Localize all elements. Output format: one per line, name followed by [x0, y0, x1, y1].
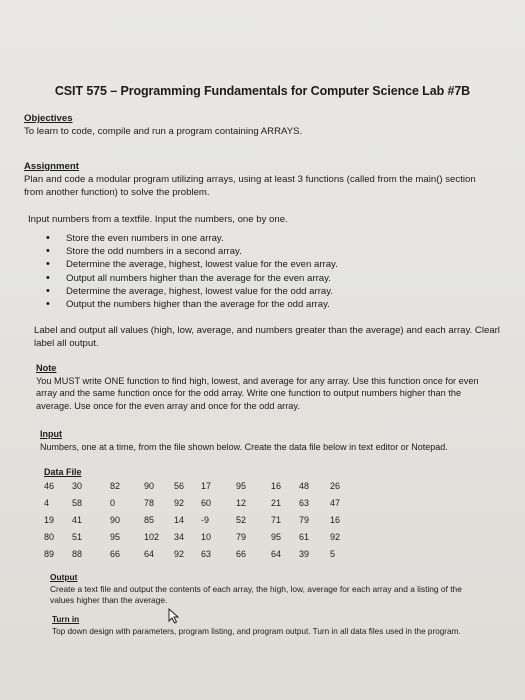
data-cell: 51	[72, 532, 83, 542]
data-cell: 39	[299, 549, 310, 559]
data-cell: -9	[201, 515, 210, 525]
data-cell: 92	[174, 498, 185, 508]
input-instruction: Input numbers from a textfile. Input the numbers, one by one.	[28, 214, 288, 225]
data-cell: 92	[330, 532, 341, 542]
data-cell: 64	[271, 549, 282, 559]
note-line-1: You MUST write ONE function to find high, lowest, and average for any array. Use this function once for even	[36, 375, 479, 386]
document-title: CSIT 575 – Programming Fundamentals for Computer Science Lab #7B	[54, 84, 471, 98]
data-cell: 89	[44, 549, 55, 559]
data-cell: 64	[144, 549, 155, 559]
objectives-text: To learn to code, compile and run a program containing ARRAYS.	[24, 126, 303, 137]
data-cell: 34	[174, 532, 185, 542]
data-cell: 95	[110, 532, 121, 542]
data-cell: 85	[144, 515, 155, 525]
data-cell: 90	[110, 515, 121, 525]
data-row	[44, 495, 358, 512]
data-cell: 26	[330, 481, 341, 491]
input-section	[40, 428, 517, 453]
data-cell: 4	[44, 498, 50, 508]
data-cell: 63	[299, 498, 310, 508]
data-cell: 58	[72, 498, 83, 508]
data-file-heading: Data File	[44, 467, 82, 477]
data-cell: 95	[271, 532, 282, 542]
turn-in-text: Top down design with parameters, program listing, and program output. Turn in all data files used in the program.	[52, 626, 461, 636]
data-cell: 88	[72, 549, 83, 559]
mouse-cursor-icon	[168, 608, 180, 624]
assignment-heading: Assignment	[24, 161, 79, 172]
turn-in-section	[52, 614, 517, 637]
data-cell: 63	[201, 549, 212, 559]
data-cell: 21	[271, 498, 282, 508]
data-cell: 30	[72, 481, 83, 491]
objectives-heading: Objectives	[24, 113, 73, 124]
note-section	[36, 362, 517, 412]
note-line-2: array and the same function once for the odd array. Write one function to output numbers higher than the	[36, 388, 462, 398]
data-row	[44, 478, 358, 495]
bullet-item: • Determine the average, highest, lowest value for the even array.	[24, 258, 517, 271]
data-file-section	[44, 466, 517, 563]
data-cell: 16	[330, 515, 341, 525]
data-cell: 47	[330, 498, 341, 508]
data-cell: 90	[144, 481, 155, 491]
data-cell: 82	[110, 481, 121, 491]
data-cell: 95	[236, 481, 247, 491]
note-line-3: average. Use once for the even array and once for the odd array.	[36, 400, 300, 411]
data-cell: 5	[330, 549, 336, 559]
data-cell: 66	[236, 549, 247, 559]
data-row	[44, 546, 358, 563]
bullet-item: • Determine the average, highest, lowest value for the odd array.	[24, 285, 517, 298]
data-cell: 19	[44, 515, 55, 525]
data-cell: 16	[271, 481, 282, 491]
label-output-paragraph	[34, 324, 517, 350]
data-cell: 10	[201, 532, 212, 542]
data-cell: 60	[201, 498, 212, 508]
note-heading: Note	[36, 363, 57, 373]
data-cell: 48	[299, 481, 310, 491]
assignment-line-2: from another function) to solve the problem.	[24, 187, 210, 198]
data-cell: 79	[236, 532, 247, 542]
bullet-item: • Store the even numbers in one array.	[24, 232, 517, 245]
data-cell: 17	[201, 481, 212, 491]
data-file-table	[44, 478, 358, 563]
data-row	[44, 512, 358, 529]
data-cell: 102	[144, 532, 160, 542]
data-cell: 0	[110, 498, 116, 508]
assignment-line-1: Plan and code a modular program utilizing arrays, using at least 3 functions (called from the main() section	[24, 174, 476, 185]
objectives-section	[24, 112, 517, 138]
data-cell: 66	[110, 549, 121, 559]
output-heading: Output	[50, 572, 78, 582]
data-cell: 92	[174, 549, 185, 559]
data-cell: 41	[72, 515, 83, 525]
input-heading: Input	[40, 429, 62, 439]
bullet-item: • Output all numbers higher than the average for the even array.	[24, 272, 517, 285]
bullet-item: • Store the odd numbers in a second array.	[24, 245, 517, 258]
label-output-line-1: Label and output all values (high, low, average, and numbers greater than the average) and each array. Clearl	[34, 325, 500, 336]
input-text: Numbers, one at a time, from the file shown below. Create the data file below in text editor or Notepad.	[40, 441, 448, 452]
label-output-line-2: label all output.	[34, 338, 99, 349]
data-row	[44, 529, 358, 546]
data-cell: 46	[44, 481, 55, 491]
requirements-list	[24, 232, 517, 311]
data-cell: 71	[271, 515, 282, 525]
output-line-2: values higher than the average.	[50, 595, 168, 605]
data-cell: 80	[44, 532, 55, 542]
data-cell: 14	[174, 515, 185, 525]
data-cell: 78	[144, 498, 155, 508]
bullet-item: • Output the numbers higher than the average for the odd array.	[24, 298, 517, 311]
data-cell: 79	[299, 515, 310, 525]
data-cell: 52	[236, 515, 247, 525]
output-line-1: Create a text file and output the contents of each array, the high, low, average for each array and a listing of the	[50, 583, 462, 594]
data-cell: 61	[299, 532, 310, 542]
data-cell: 56	[174, 481, 185, 491]
data-cell: 12	[236, 498, 247, 508]
turn-in-heading: Turn in	[52, 615, 80, 624]
assignment-section	[24, 160, 517, 199]
output-section	[50, 572, 517, 607]
